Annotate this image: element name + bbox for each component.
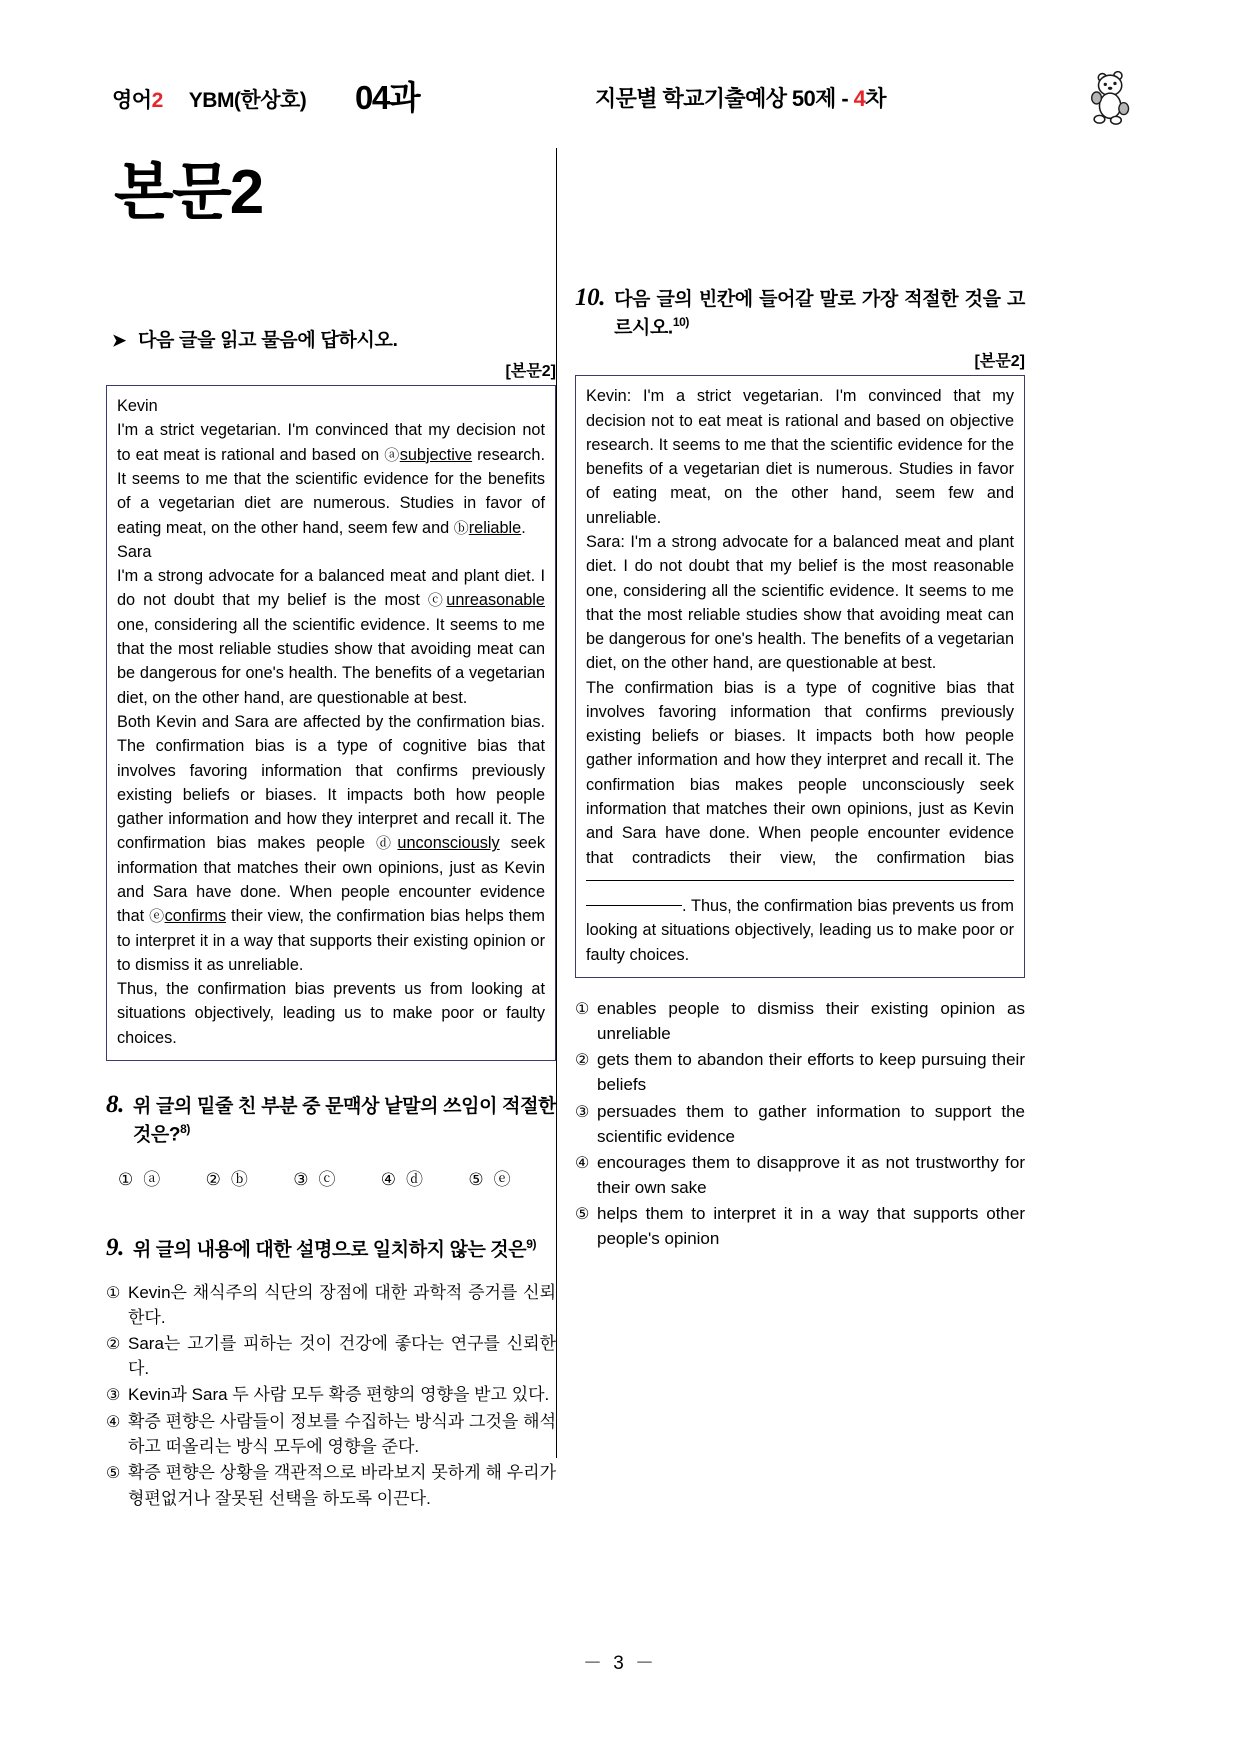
header-subject: 영어 [112, 89, 152, 112]
sara-dialogue: Sara: I'm a strong advocate for a balanced meat and plant diet. I do not doubt that my belief is the most reasonable one, considering all the scientific evidence. It seems to me that the most reliable studies show that avoiding meat can be dangerous for one's health. The benefits of a vegetarian diet, on the other hand, are questionable at best. [586, 532, 1014, 673]
question-8-head [106, 1087, 556, 1149]
arrow-icon: ➤ [112, 331, 126, 351]
choice-option[interactable] [468, 1165, 556, 1190]
kevin-text-c: . [521, 518, 526, 537]
instruction-text: 다음 글을 읽고 물음에 답하시오. [137, 330, 398, 352]
marker-e: ⓔ [149, 908, 165, 926]
answer-blank-line [586, 879, 1014, 881]
sara-text-a: I'm a strong advocate for a balanced meat and plant diet. I do not doubt that my belief is the most [117, 567, 545, 610]
header-title-part-a: 지문별 학교기출예상 50제 - [595, 86, 854, 111]
kevin-text-b: research. It seems to me that the scientific evidence for the benefits of a vegetarian diet are numerous. Studies in favor of eating meat, on the other hand, seem few and [117, 445, 545, 537]
bear-mascot-icon [1083, 66, 1145, 128]
choice-option[interactable] [106, 1280, 556, 1330]
bias-explanation-a: The confirmation bias is a type of cognitive bias that involves favoring information that confirms previously existing beliefs or biases. It impacts both how people gather information and how they interpret and recall it. The confirmation bias makes people unconsciously seek information that matches their own opinions, just as Kevin and Sara have done. When people encounter evidence that contradicts their view, the confirmation bias [586, 678, 1014, 867]
left-column [106, 148, 556, 1512]
underlined-word-d: unconsciously [397, 834, 500, 853]
choice-text: 확증 편향은 상황을 객관적으로 바라보지 못하게 해 우리가 형편없거나 잘못된 선택을 하도록 이끈다. [128, 1463, 556, 1508]
choice-label: ⓐ [143, 1170, 161, 1190]
choice-label: ⓒ [318, 1170, 336, 1190]
question-8-footnote: 8) [180, 1121, 190, 1136]
choice-number: ④ [575, 1154, 590, 1172]
choice-text: gets them to abandon their efforts to keep pursuing their beliefs [597, 1050, 1025, 1095]
question-10-prompt: 다음 글의 빈칸에 들어갈 말로 가장 적절한 것을 고르시오. [614, 289, 1025, 339]
right-column [575, 280, 1025, 1253]
question-9-prompt: 위 글의 내용에 대한 설명으로 일치하지 않는 것은 [132, 1239, 527, 1261]
choice-number: ⑤ [468, 1170, 484, 1190]
choice-text: helps them to interpret it in a way that supports other people's opinion [597, 1204, 1025, 1249]
question-10-head [575, 280, 1025, 342]
question-10-choices [575, 996, 1025, 1252]
kevin-text-a: I'm a strict vegetarian. I'm convinced that my decision not to eat meat is rational and based on [117, 421, 545, 464]
choice-text: Kevin과 Sara 두 사람 모두 확증 편향의 영향을 받고 있다. [128, 1385, 550, 1405]
choice-number: ④ [380, 1170, 397, 1190]
choice-option[interactable] [106, 1331, 556, 1381]
choice-number: ⑤ [106, 1465, 121, 1483]
marker-c: ⓒ [427, 592, 447, 610]
choice-option[interactable] [106, 1409, 556, 1459]
choice-text: Kevin은 채식주의 식단의 장점에 대한 과학적 증거를 신뢰한다. [128, 1282, 556, 1327]
choice-text: persuades them to gather information to support the scientific evidence [597, 1101, 1025, 1146]
choice-option[interactable] [575, 1150, 1025, 1200]
choice-option[interactable] [118, 1165, 206, 1190]
question-9-number: 9. [106, 1234, 124, 1262]
answer-blank-short [586, 904, 682, 906]
question-10-text [614, 287, 1025, 342]
choice-number: ④ [106, 1414, 121, 1432]
bias-text-a: Both Kevin and Sara are affected by the confirmation bias. The confirmation bias is a type of cognitive bias that involves favoring information that confirms previously existing beliefs or biases. It impacts both how people gather information and how they interpret and recall it. The confirmation bias makes people [117, 712, 545, 853]
choice-number: ③ [575, 1103, 590, 1121]
conclusion-paragraph: Thus, the confirmation bias prevents us from looking at situations objectively, leading us to make poor or faulty choices. [117, 980, 545, 1047]
choice-option[interactable] [106, 1382, 556, 1408]
choice-number: ① [118, 1170, 134, 1190]
choice-label: ⓓ [406, 1170, 424, 1190]
kevin-dialogue: Kevin: I'm a strict vegetarian. I'm convinced that my decision not to eat meat is rational and based on objective research. It seems to me that the scientific evidence for the benefits of a vegetarian diet is numerous. Studies in favor of eating meat, on the other hand, seem few and unreliable. [586, 387, 1014, 527]
question-10-footnote: 10) [672, 314, 689, 329]
header-lesson: 04과 [355, 79, 420, 116]
page-header [112, 78, 1145, 124]
right-passage-box [575, 375, 1025, 978]
underlined-word-a: subjective [399, 445, 473, 464]
column-divider [556, 148, 557, 1458]
choice-number: ② [205, 1170, 221, 1190]
section-title: 본문2 [114, 158, 263, 227]
left-passage-box [106, 385, 556, 1061]
choice-number: ③ [293, 1170, 309, 1190]
underlined-word-b: reliable [468, 518, 522, 537]
question-9-text [133, 1236, 556, 1264]
bias-explanation [586, 676, 1014, 967]
header-subject-block [112, 84, 306, 114]
bias-text-c: their view, the confirmation bias helps them to interpret it in a way that supports their existing opinion or to dismiss it as unreliable. [117, 907, 545, 974]
choice-option[interactable] [575, 1099, 1025, 1149]
question-9-head [106, 1230, 556, 1266]
question-8-choices [106, 1165, 556, 1190]
page-footer: － 3 － [582, 1653, 658, 1674]
choice-number: ③ [106, 1387, 121, 1405]
bias-paragraph [117, 710, 545, 977]
choice-option[interactable] [293, 1165, 381, 1190]
choice-label: ⓑ [230, 1170, 248, 1190]
header-worksheet-title [595, 82, 886, 113]
choice-label: ⓔ [493, 1170, 511, 1190]
marker-d: ⓓ [376, 835, 398, 853]
question-9 [106, 1230, 556, 1510]
choice-option[interactable] [575, 1201, 1025, 1251]
choice-text: encourages them to disapprove it as not trustworthy for their own sake [597, 1152, 1025, 1198]
choice-text: Sara는 고기를 피하는 것이 건강에 좋다는 연구를 신뢰한다. [128, 1334, 556, 1379]
choice-text: enables people to dismiss their existing opinion as unreliable [597, 999, 1025, 1044]
question-9-footnote: 9) [526, 1236, 537, 1251]
speaker-sara: Sara [117, 542, 152, 561]
question-8-number: 8. [106, 1091, 124, 1118]
sara-paragraph [117, 564, 545, 710]
reading-instruction [106, 325, 556, 352]
marker-b: ⓑ [453, 519, 469, 537]
header-subject-number: 2 [151, 89, 163, 112]
header-title-round: 4 [853, 86, 866, 111]
right-source-tag: [본문2] [974, 353, 1025, 371]
choice-number: ② [106, 1336, 121, 1354]
header-title-part-b: 차 [865, 86, 886, 111]
choice-number: ② [575, 1052, 590, 1070]
header-publisher: YBM(한상호) [188, 89, 307, 112]
choice-option[interactable] [575, 996, 1025, 1046]
underlined-word-e: confirms [164, 907, 227, 926]
choice-option[interactable] [381, 1165, 469, 1190]
bias-text-b: seek information that matches their own opinions, just as Kevin and Sara have done. When people encounter evidence that [117, 834, 545, 926]
choice-option[interactable] [575, 1047, 1025, 1097]
choice-option[interactable] [106, 1460, 556, 1510]
question-8-text [133, 1094, 556, 1149]
speaker-kevin: Kevin [117, 397, 158, 416]
question-9-choices [106, 1280, 556, 1511]
left-source-tag: [본문2] [505, 363, 556, 381]
question-8-prompt: 위 글의 밑줄 친 부분 중 문맥상 낱말의 쓰임이 적절한 것은? [132, 1096, 556, 1146]
choice-number: ① [575, 1001, 590, 1019]
question-10-number: 10. [575, 284, 606, 311]
question-8 [106, 1087, 556, 1190]
sara-text-b: one, considering all the scientific evidence. It seems to me that the most reliable studies show that avoiding meat can be dangerous for one's health. The benefits of a vegetarian diet, on the other hand, are questionable at best. [117, 615, 545, 707]
choice-number: ① [106, 1284, 121, 1302]
choice-number: ⑤ [575, 1206, 590, 1224]
bias-explanation-b: . Thus, the confirmation bias prevents us from looking at situations objectively, leading us to make poor or faulty choices. [586, 897, 1014, 964]
kevin-paragraph [117, 418, 545, 540]
underlined-word-c: unreasonable [446, 591, 545, 610]
marker-a: ⓐ [384, 446, 400, 464]
choice-text: 확증 편향은 사람들이 정보를 수집하는 방식과 그것을 해석하고 떠올리는 방식 모두에 영향을 준다. [128, 1412, 556, 1457]
choice-option[interactable] [206, 1165, 294, 1190]
